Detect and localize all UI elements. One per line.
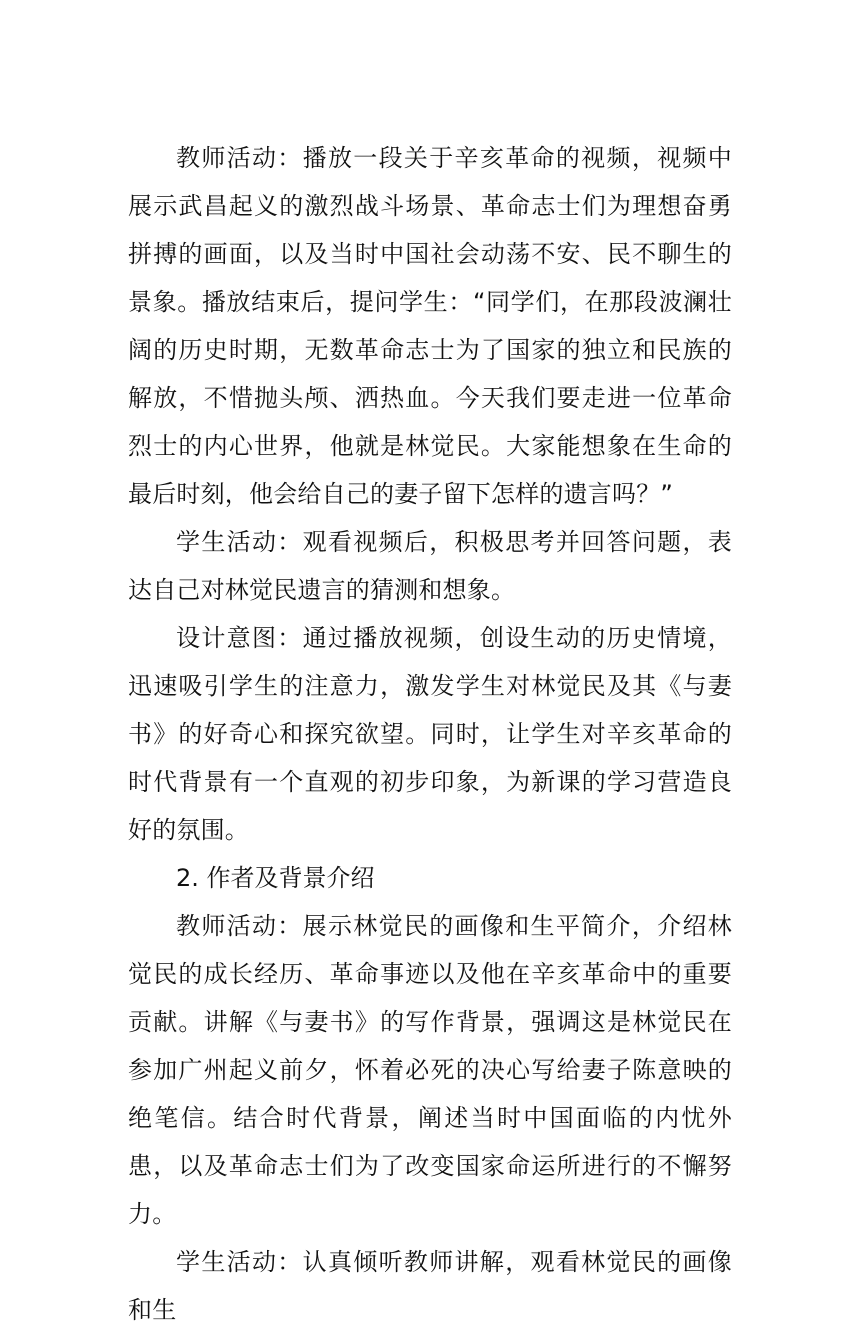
paragraph-teacher-activity-portrait: 教师活动：展示林觉民的画像和生平简介，介绍林觉民的成长经历、革命事迹以及他在辛亥革命中的重要贡献。讲解《与妻书》的写作背景，强调这是林觉民在参加广州起义前夕，怀着必死的决心写给妻子陈意映的绝笔信。结合时代背景，阐述当时中国面临的内忧外患，以及革命志士们为了改变国家命运所进行的不懈努力。 bbox=[128, 912, 732, 1228]
section-heading-author-background: 2. 作者及背景介绍 bbox=[176, 864, 375, 892]
paragraph-student-activity-watch: 学生活动：观看视频后，积极思考并回答问题，表达自己对林觉民遗言的猜测和想象。 bbox=[128, 528, 732, 604]
paragraph-student-activity-listen: 学生活动：认真倾听教师讲解，观看林觉民的画像和生 bbox=[128, 1248, 732, 1324]
paragraph-teacher-activity-video: 教师活动：播放一段关于辛亥革命的视频，视频中展示武昌起义的激烈战斗场景、革命志士们为理想奋勇拼搏的画面，以及当时中国社会动荡不安、民不聊生的景象。播放结束后，提问学生：“同学们，在那段波澜壮阔的历史时期，无数革命志士为了国家的独立和民族的解放，不惜抛头颅、洒热血。今天我们要走进一位革命烈士的内心世界，他就是林觉民。大家能想象在生命的最后时刻，他会给自己的妻子留下怎样的遗言吗？” bbox=[128, 144, 732, 508]
document-body bbox=[128, 134, 732, 1334]
paragraph-design-intent: 设计意图：通过播放视频，创设生动的历史情境，迅速吸引学生的注意力，激发学生对林觉民及其《与妻书》的好奇心和探究欲望。同时，让学生对辛亥革命的时代背景有一个直观的初步印象，为新课的学习营造良好的氛围。 bbox=[128, 624, 732, 844]
